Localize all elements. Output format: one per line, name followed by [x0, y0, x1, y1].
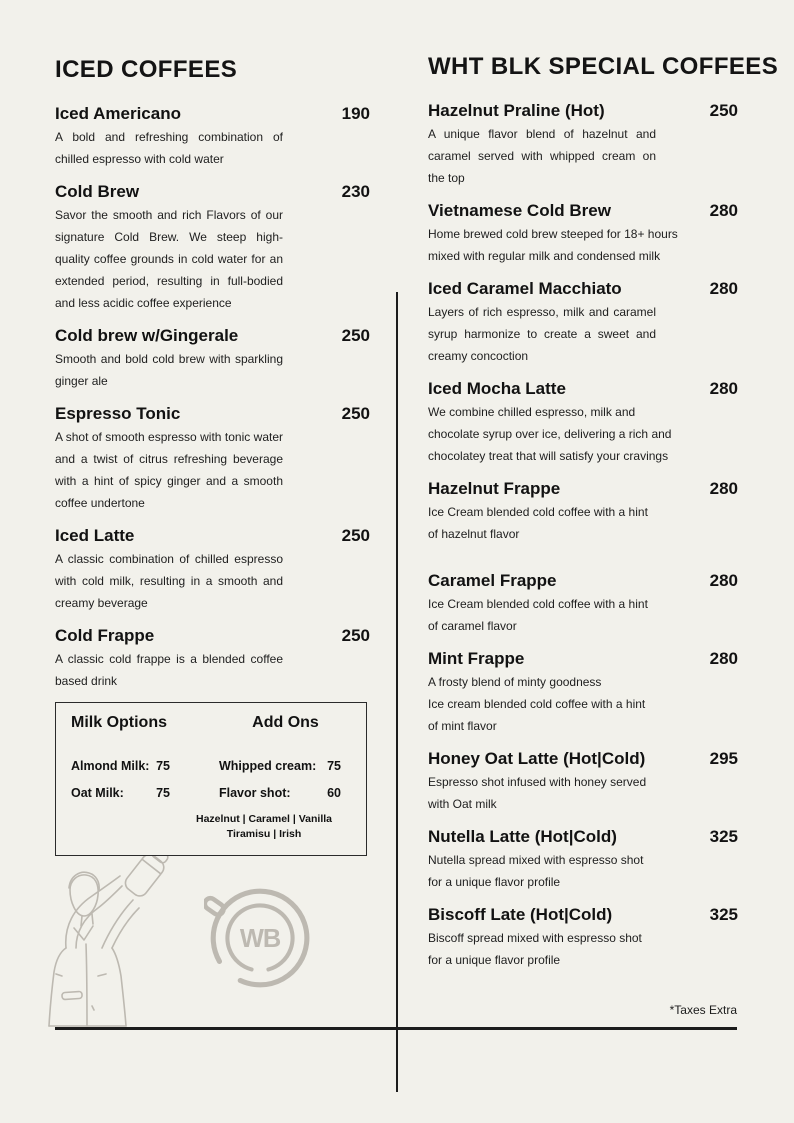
menu-item-description	[55, 426, 370, 514]
menu-item-desc-line: syrup harmonize to create a sweet and	[428, 327, 656, 341]
menu-item-description	[55, 348, 370, 392]
menu-item-desc-line: for a unique flavor profile	[428, 953, 561, 967]
menu-item-name: Cold Frappe	[55, 626, 155, 645]
option-price: 60	[327, 786, 341, 800]
menu-item-head	[55, 624, 370, 647]
menu-item-desc-line: Nutella spread mixed with espresso shot	[428, 853, 644, 867]
menu-item	[428, 747, 738, 815]
special-coffees-item-list	[428, 99, 738, 971]
column-divider	[396, 292, 398, 1092]
menu-item-price: 250	[709, 101, 738, 120]
iced-coffees-section	[55, 56, 370, 856]
menu-item-price: 280	[709, 571, 738, 590]
menu-item-desc-line: Savor the smooth and rich Flavors of our	[55, 208, 283, 222]
menu-item-head	[428, 477, 738, 500]
menu-item-desc-line: of caramel flavor	[428, 619, 517, 633]
menu-item	[428, 277, 738, 367]
menu-item-name: Honey Oat Latte (Hot|Cold)	[428, 749, 646, 768]
menu-item-desc-line: Biscoff spread mixed with espresso shot	[428, 931, 642, 945]
menu-item	[55, 524, 370, 614]
menu-item	[428, 903, 738, 971]
logo-monogram: WB	[239, 925, 281, 954]
menu-item-desc-line: A classic cold frappe is a blended coffee	[55, 652, 283, 666]
menu-item-price: 325	[709, 905, 738, 924]
menu-item-description	[55, 548, 370, 614]
option-row	[71, 759, 352, 773]
options-box-rows	[71, 759, 352, 842]
menu-item-name: Mint Frappe	[428, 649, 525, 668]
menu-item-description	[428, 671, 738, 737]
menu-item-head	[428, 647, 738, 670]
menu-item-description	[428, 223, 738, 267]
menu-item-name: Hazelnut Praline (Hot)	[428, 101, 605, 120]
menu-item-desc-line: extended period, resulting in full-bodied	[55, 274, 283, 288]
flavor-shot-options	[176, 812, 352, 842]
menu-item-desc-line: coffee undertone	[55, 496, 145, 510]
menu-item-description	[55, 204, 370, 314]
section-title-iced-coffees: ICED COFFEES	[55, 56, 238, 83]
menu-item-head	[55, 324, 370, 347]
menu-item	[428, 99, 738, 189]
menu-item-desc-line: ginger ale	[55, 374, 108, 388]
menu-item-desc-line: Espresso shot infused with honey served	[428, 775, 647, 789]
option-oat-milk	[71, 786, 170, 800]
menu-item-description	[55, 648, 370, 692]
footer-rule	[55, 1027, 737, 1030]
menu-item-description	[428, 593, 738, 637]
menu-item-head	[428, 747, 738, 770]
menu-item-head	[428, 277, 738, 300]
menu-item-desc-line: A classic combination of chilled espresso	[55, 552, 283, 566]
menu-item-desc-line: of mint flavor	[428, 719, 497, 733]
menu-item-price: 190	[341, 104, 370, 123]
menu-item-head	[428, 825, 738, 848]
menu-item-name: Iced Mocha Latte	[428, 379, 566, 398]
menu-item	[55, 102, 370, 170]
option-flavor-shot	[219, 786, 341, 800]
menu-item-desc-line: chocolate syrup over ice, delivering a rich and	[428, 427, 672, 441]
menu-item-desc-line: the top	[428, 171, 465, 185]
menu-item-price: 280	[709, 279, 738, 298]
menu-item-desc-line: for a unique flavor profile	[428, 875, 561, 889]
menu-item	[428, 199, 738, 267]
menu-item-head	[55, 180, 370, 203]
menu-item-name: Iced Latte	[55, 526, 135, 545]
wb-logo	[204, 882, 316, 994]
add-ons-title: Add Ons	[252, 714, 319, 731]
menu-item-price: 280	[709, 201, 738, 220]
menu-item-desc-line: with Oat milk	[428, 797, 497, 811]
menu-item	[428, 569, 738, 637]
menu-item-desc-line: based drink	[55, 674, 118, 688]
menu-item-name: Iced Caramel Macchiato	[428, 279, 622, 298]
menu-item-price: 250	[341, 326, 370, 345]
menu-item-desc-line: caramel served with whipped cream on	[428, 149, 656, 163]
menu-item-desc-line: Ice Cream blended cold coffee with a hint	[428, 597, 648, 611]
menu-item-description	[428, 501, 738, 545]
option-price: 75	[156, 786, 170, 800]
menu-item	[428, 825, 738, 893]
menu-item-description	[428, 771, 738, 815]
menu-item-head	[55, 102, 370, 125]
menu-item-desc-line: chilled espresso with cold water	[55, 152, 224, 166]
menu-item-name: Vietnamese Cold Brew	[428, 201, 611, 220]
option-whipped-cream	[219, 759, 341, 773]
option-label: Flavor shot:	[219, 786, 291, 800]
options-box	[55, 702, 367, 856]
flavor-options-line: Hazelnut | Caramel | Vanilla	[195, 813, 332, 825]
milk-options-title: Milk Options	[71, 714, 167, 731]
artwork-area	[40, 856, 380, 1028]
menu-item-desc-line: A bold and refreshing combination of	[55, 130, 283, 144]
menu-item-description	[428, 123, 738, 189]
menu-item-price: 230	[341, 182, 370, 201]
menu-item-desc-line: A shot of smooth espresso with tonic water	[55, 430, 283, 444]
menu-item-description	[428, 301, 738, 367]
menu-item	[55, 324, 370, 392]
section-title-special-coffees: WHT BLK SPECIAL COFFEES	[428, 53, 779, 80]
menu-item-head	[428, 569, 738, 592]
menu-item-description	[428, 849, 738, 893]
menu-item-desc-line: Layers of rich espresso, milk and caramel	[428, 305, 656, 319]
menu-item-desc-line: A unique flavor blend of hazelnut and	[428, 127, 656, 141]
taxes-note: *Taxes Extra	[669, 1003, 737, 1017]
menu-item-desc-line: Ice Cream blended cold coffee with a hint	[428, 505, 648, 519]
menu-item-desc-line: and less acidic coffee experience	[55, 296, 232, 310]
menu-item-name: Nutella Latte (Hot|Cold)	[428, 827, 617, 846]
special-coffees-section	[428, 53, 779, 981]
menu-item-price: 295	[709, 749, 738, 768]
option-row	[71, 786, 352, 800]
iced-coffees-item-list	[55, 102, 370, 692]
menu-item-desc-line: chocolatey treat that will satisfy your cravings	[428, 449, 669, 463]
menu-item-description	[55, 126, 370, 170]
menu-item-desc-line: quality coffee grounds in cold water for an	[55, 252, 283, 266]
menu-item-desc-line: We combine chilled espresso, milk and	[428, 405, 636, 419]
menu-item-name: Cold brew w/Gingerale	[55, 326, 239, 345]
menu-item-head	[55, 402, 370, 425]
menu-item-desc-line: mixed with regular milk and condensed milk	[428, 249, 661, 263]
flavor-options-line: Tiramisu | Irish	[226, 828, 302, 840]
option-label: Oat Milk:	[71, 786, 124, 800]
menu-item-name: Hazelnut Frappe	[428, 479, 561, 498]
menu-item	[428, 477, 738, 545]
option-label: Whipped cream:	[219, 759, 317, 773]
menu-item	[55, 402, 370, 514]
menu-item-price: 280	[709, 479, 738, 498]
menu-item-head	[55, 524, 370, 547]
menu-item-desc-line: with cold milk, resulting in a smooth and	[55, 574, 283, 588]
menu-item	[55, 624, 370, 692]
menu-item-price: 250	[341, 626, 370, 645]
option-price: 75	[156, 759, 170, 773]
menu-item-price: 250	[341, 526, 370, 545]
menu-item	[428, 647, 738, 737]
menu-item-description	[428, 401, 738, 467]
option-price: 75	[327, 759, 341, 773]
menu-item-name: Caramel Frappe	[428, 571, 557, 590]
menu-item-head	[428, 903, 738, 926]
menu-item	[428, 377, 738, 467]
menu-item	[55, 180, 370, 314]
option-label: Almond Milk:	[71, 759, 150, 773]
menu-item-price: 250	[341, 404, 370, 423]
barista-illustration	[40, 856, 192, 1028]
menu-item-desc-line: creamy concoction	[428, 349, 529, 363]
menu-item-description	[428, 927, 738, 971]
menu-item-price: 325	[709, 827, 738, 846]
menu-item-name: Iced Americano	[55, 104, 181, 123]
menu-item-head	[428, 377, 738, 400]
options-box-header	[71, 714, 352, 732]
menu-item-head	[428, 99, 738, 122]
menu-item-desc-line: Home brewed cold brew steeped for 18+ hours	[428, 227, 678, 241]
menu-item-desc-line: Ice cream blended cold coffee with a hint	[428, 697, 646, 711]
menu-item-price: 280	[709, 649, 738, 668]
menu-item-desc-line: of hazelnut flavor	[428, 527, 520, 541]
menu-item-desc-line: with a hint of spicy ginger and a smooth	[55, 474, 283, 488]
menu-item-desc-line: A frosty blend of minty goodness	[428, 675, 602, 689]
menu-item-name: Biscoff Late (Hot|Cold)	[428, 905, 613, 924]
menu-item-name: Cold Brew	[55, 182, 140, 201]
menu-item-head	[428, 199, 738, 222]
menu-item-desc-line: creamy beverage	[55, 596, 148, 610]
menu-item-price: 280	[709, 379, 738, 398]
menu-item-name: Espresso Tonic	[55, 404, 181, 423]
menu-item-desc-line: Smooth and bold cold brew with sparkling	[55, 352, 283, 366]
menu-item-desc-line: and a twist of citrus refreshing beverage	[55, 452, 283, 466]
option-almond-milk	[71, 759, 170, 773]
menu-item-desc-line: signature Cold Brew. We steep high-	[55, 230, 283, 244]
